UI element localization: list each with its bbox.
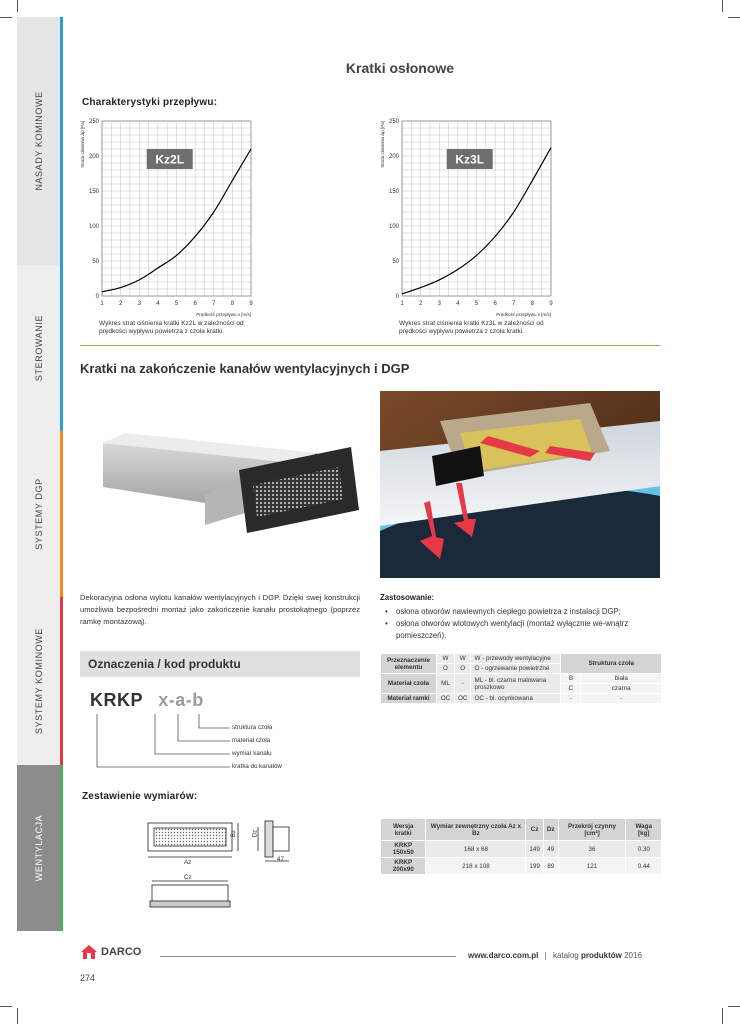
- sidebar-tab-label: NASADY KOMINOWE: [33, 91, 44, 191]
- x-axis-label: Prędkość przepływu v [m/s]: [196, 312, 251, 317]
- table-cell: OC: [455, 694, 471, 704]
- table-cell: O: [437, 664, 455, 674]
- table-cell: 36: [558, 841, 626, 858]
- dim-label-cz: Cz: [184, 874, 192, 881]
- code-heading: Oznaczenia / kod produktu: [88, 657, 241, 671]
- dim-label-az: Az: [184, 859, 192, 866]
- table-cell: KRKP 200x90: [381, 858, 426, 875]
- table-cell: 0.44: [626, 858, 662, 875]
- table-cell: O: [455, 664, 471, 674]
- chart-kz3l-svg: [380, 112, 566, 320]
- code-heading-bar: [80, 651, 360, 677]
- crop-mark: [728, 1006, 740, 1007]
- chart-kz3l: [380, 112, 566, 320]
- x-axis-label: Prędkość przepływu v [m/s]: [496, 312, 551, 317]
- brand-name: DARCO: [101, 946, 142, 958]
- x-tick-label: 8: [230, 301, 235, 307]
- table-cell: O - ogrzewanie powietrzne: [471, 664, 561, 674]
- x-tick-label: 8: [530, 301, 535, 307]
- y-tick-label: 50: [92, 259, 99, 265]
- table-row: [381, 841, 662, 858]
- dim-label-dz: Dz: [251, 829, 259, 838]
- table-cell: 218 x 108: [426, 858, 526, 875]
- dim-label-depth: 47: [277, 856, 284, 863]
- installation-photo-icon: [380, 391, 660, 578]
- table-cell: W: [437, 654, 455, 664]
- table-header: Struktura czoła: [561, 654, 662, 674]
- installation-photo: [380, 391, 660, 583]
- y-tick-label: 100: [88, 224, 99, 230]
- crop-mark: [17, 0, 18, 12]
- x-tick-label: 5: [174, 301, 179, 307]
- grille-product-icon: [95, 425, 365, 545]
- y-tick-label: 50: [392, 259, 399, 265]
- footer-products: produktów: [580, 951, 622, 960]
- table-row: [381, 858, 662, 875]
- x-tick-label: 1: [400, 301, 404, 307]
- table-cell: 89: [543, 858, 558, 875]
- table-row: [381, 694, 662, 704]
- table-cell: 199: [526, 858, 544, 875]
- section-description: Dekoracyjna osłona wylotu kanałów wentylacyjnych i DGP. Dzięki swej konstrukcji umożliwia bezpośredni montaż jako zakończenie kanału prostokątnego (poprzez ramkę montażową).: [80, 593, 360, 626]
- chart-kz2l-caption: Wykres strat ciśnienia kratki Kz2L w zależności od prędkości wypływu powietrza z czoła kratki.: [99, 320, 244, 335]
- code-table: [380, 653, 662, 704]
- chart-title: Kz2L: [155, 152, 185, 167]
- table-cell: 121: [558, 858, 626, 875]
- code-legend-label: kratka do kanałów: [232, 763, 282, 770]
- sidebar-tab-wentylacja[interactable]: [17, 765, 63, 931]
- table-row: [381, 819, 662, 841]
- y-tick-label: 0: [95, 294, 99, 300]
- table-cell: -: [561, 694, 581, 704]
- sidebar-tab-label: WENTYLACJA: [33, 814, 44, 882]
- footer-catalog: katalog: [552, 951, 579, 960]
- table-cell: C: [561, 684, 581, 694]
- chart-kz2l: [80, 112, 266, 320]
- y-tick-label: 150: [88, 189, 99, 195]
- usage-title: Zastosowanie:: [380, 593, 435, 602]
- table-header: Wersja kratki: [381, 819, 426, 841]
- usage-item: • osłona otworów wlotowych wentylacji (montaż wyłącznie we-wnątrz pomieszczeń).: [380, 618, 662, 642]
- x-tick-label: 6: [193, 301, 197, 307]
- footer-divider: [160, 956, 456, 957]
- sidebar-tab-label: SYSTEMY DGP: [33, 478, 44, 550]
- table-cell: KRKP 150x50: [381, 841, 426, 858]
- table-cell: OC: [437, 694, 455, 704]
- table-cell: 49: [543, 841, 558, 858]
- y-tick-label: 200: [88, 154, 99, 160]
- table-cell: 149: [526, 841, 544, 858]
- chart-kz3l-caption: Wykres strat ciśnienia kratki Kz3L w zależności od prędkości wypływu powietrza z czoła kratki.: [399, 320, 544, 335]
- table-cell: -: [581, 694, 662, 704]
- crop-mark: [0, 1006, 12, 1007]
- crop-mark: [17, 1008, 18, 1024]
- sidebar-tab-label: SYSTEMY KOMINOWE: [33, 628, 44, 734]
- table-cell: ML - bl. czarna malowana proszkowo: [471, 674, 561, 694]
- dimension-drawing: [140, 813, 300, 925]
- page-title: Kratki osłonowe: [345, 60, 455, 76]
- table-cell: ML: [437, 674, 455, 694]
- usage-block: [380, 592, 662, 642]
- x-tick-label: 7: [512, 301, 516, 307]
- x-tick-label: 9: [249, 301, 253, 307]
- product-code-suffix: x-a-b: [158, 690, 204, 710]
- table-header: Cz: [526, 819, 544, 841]
- table-row: [381, 674, 662, 684]
- table-cell: -: [455, 674, 471, 694]
- sidebar-tab-dgp[interactable]: [17, 431, 63, 597]
- sidebar-tab-sterowanie[interactable]: [17, 265, 63, 431]
- table-cell: 168 x 68: [426, 841, 526, 858]
- table-cell: Przeznaczenie elementu: [381, 654, 437, 674]
- page-number: 274: [80, 973, 96, 983]
- y-axis-label: Strata ciśnienia Δp [Pa]: [80, 121, 85, 168]
- table-cell: Materiał ramki: [381, 694, 437, 704]
- section-divider: [80, 345, 660, 346]
- product-code-prefix: KRKP: [90, 690, 143, 710]
- x-tick-label: 1: [100, 301, 104, 307]
- brand-logo[interactable]: [80, 944, 141, 960]
- table-cell: W - przewody wentylacyjne: [471, 654, 561, 664]
- x-tick-label: 9: [549, 301, 553, 307]
- crop-mark: [722, 1008, 723, 1024]
- y-tick-label: 100: [388, 224, 399, 230]
- sidebar-tab-nasady[interactable]: [17, 17, 63, 265]
- table-cell: OC - bl. ocynkowana: [471, 694, 561, 704]
- y-tick-label: 250: [88, 119, 99, 125]
- footer-info: [468, 951, 642, 960]
- table-header: Dz: [543, 819, 558, 841]
- table-row: [381, 654, 662, 664]
- table-cell: czarna: [581, 684, 662, 694]
- y-tick-label: 200: [388, 154, 399, 160]
- y-tick-label: 250: [388, 119, 399, 125]
- usage-item: • osłona otworów nawiewnych ciepłego powietrza z instalacji DGP;: [380, 606, 662, 618]
- table-cell: Materiał czoła: [381, 674, 437, 694]
- table-cell: W: [455, 654, 471, 664]
- chart-title: Kz3L: [455, 152, 485, 167]
- table-header: Waga [kg]: [626, 819, 662, 841]
- table-header: Wymiar zewnętrzny czoła Az x Bz: [426, 819, 526, 841]
- x-tick-label: 4: [456, 301, 460, 307]
- crop-mark: [728, 17, 740, 18]
- sidebar-tab-kominowe[interactable]: [17, 597, 63, 765]
- sidebar-tab-label: STEROWANIE: [33, 314, 44, 382]
- product-code: [90, 690, 204, 711]
- y-tick-label: 0: [395, 294, 399, 300]
- chart-kz2l-svg: [80, 112, 266, 320]
- y-tick-label: 150: [388, 189, 399, 195]
- dimensions-table: [380, 818, 662, 875]
- footer-url[interactable]: www.darco.com.pl: [468, 951, 539, 960]
- x-tick-label: 6: [493, 301, 497, 307]
- x-tick-label: 7: [212, 301, 216, 307]
- x-tick-label: 2: [118, 301, 123, 307]
- table-cell: biała: [581, 674, 662, 684]
- x-tick-label: 2: [418, 301, 423, 307]
- dimensions-heading: Zestawienie wymiarów:: [82, 791, 198, 802]
- house-icon: [80, 944, 98, 960]
- footer-sep: |: [544, 951, 547, 960]
- crop-mark: [722, 0, 723, 12]
- table-header: Przekrój czynny [cm²]: [558, 819, 626, 841]
- x-tick-label: 3: [437, 301, 441, 307]
- code-legend-label: struktura czoła: [232, 724, 273, 731]
- x-tick-label: 4: [156, 301, 160, 307]
- code-legend-label: wymiar kanału: [232, 750, 272, 757]
- table-cell: B: [561, 674, 581, 684]
- code-legend-lines: [85, 712, 235, 772]
- x-tick-label: 3: [137, 301, 141, 307]
- section-title: Kratki na zakończenie kanałów wentylacyjnych i DGP: [80, 361, 410, 376]
- dim-label-bz: Bz: [230, 829, 238, 838]
- x-tick-label: 5: [474, 301, 479, 307]
- code-legend-label: materiał czoła: [232, 737, 271, 744]
- crop-mark: [0, 17, 12, 18]
- y-axis-label: Strata ciśnienia Δp [Pa]: [380, 121, 385, 168]
- footer-year: 2016: [624, 951, 642, 960]
- flow-heading: Charakterystyki przepływu:: [82, 97, 218, 108]
- sidebar: [17, 17, 63, 931]
- product-image: [95, 425, 365, 550]
- table-cell: 0.30: [626, 841, 662, 858]
